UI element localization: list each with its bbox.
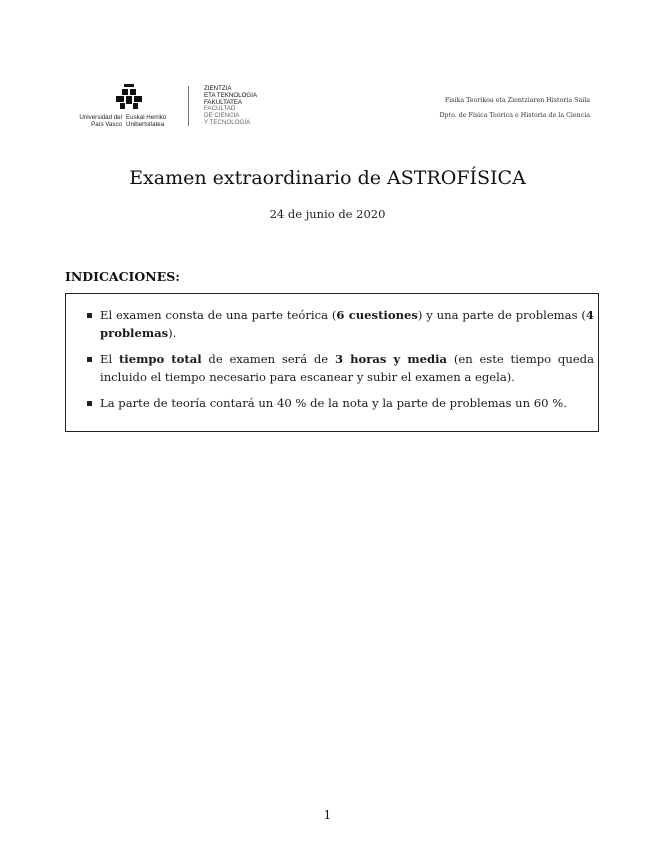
- bullet-icon: [87, 357, 92, 362]
- university-name-es: Universidad del País Vasco: [79, 114, 122, 128]
- faculty-eu-line: ZIENTZIA: [204, 85, 232, 92]
- item-text: de examen será de: [201, 352, 335, 366]
- list-item: [84, 306, 594, 342]
- faculty-es-line: DE CIENCIA: [204, 112, 240, 120]
- bullet-icon: [87, 313, 92, 318]
- faculty-es-line: FACULTAD: [204, 105, 236, 113]
- item-bold: 6 cuestiones: [336, 308, 418, 322]
- faculty-eu-line: FAKULTATEA: [204, 98, 243, 106]
- department-name: [439, 93, 590, 123]
- page-number: 1: [323, 808, 332, 822]
- exam-date: 24 de junio de 2020: [269, 207, 386, 221]
- bullet-icon: [87, 401, 92, 406]
- item-bold: 4 problemas: [100, 308, 594, 340]
- page-header: [0, 0, 655, 140]
- item-text: El: [100, 352, 119, 366]
- faculty-eu-line: ETA TEKNOLOGIA: [204, 91, 258, 99]
- department-eu: Fisika Teorikoa eta Zientziaren Historia Saila: [444, 97, 590, 104]
- department-es: Dpto. de Física Teórica e Historia de la Ciencia: [439, 112, 590, 119]
- item-text: La parte de teoría contará un 40 % de la nota y la parte de problemas un 60 %.: [100, 396, 567, 410]
- faculty-es-line: Y TECNOLOGÍA: [204, 118, 251, 126]
- item-text: ).: [168, 326, 177, 340]
- item-text: (en este tiempo queda incluido el tiempo necesario para escanear y subir el examen a egela).: [100, 352, 595, 384]
- university-logo: [78, 84, 278, 134]
- indications-list: [84, 306, 594, 420]
- item-text: El examen consta de una parte teórica (: [100, 308, 337, 322]
- indications-box: [65, 293, 599, 432]
- ehu-emblem-icon: [112, 84, 146, 110]
- logo-divider: [188, 86, 189, 126]
- faculty-name: [204, 86, 257, 127]
- item-bold: tiempo total: [118, 352, 202, 366]
- list-item: [84, 394, 594, 412]
- list-item: [84, 350, 594, 386]
- item-text: ) y una parte de problemas (: [417, 308, 586, 322]
- indications-heading: INDICACIONES:: [65, 269, 180, 284]
- item-bold: 3 horas y media: [334, 352, 448, 366]
- exam-title: Examen extraordinario de ASTROFÍSICA: [129, 167, 526, 189]
- university-name-eu: Euskal Herriko Unibertsitatea: [126, 114, 167, 128]
